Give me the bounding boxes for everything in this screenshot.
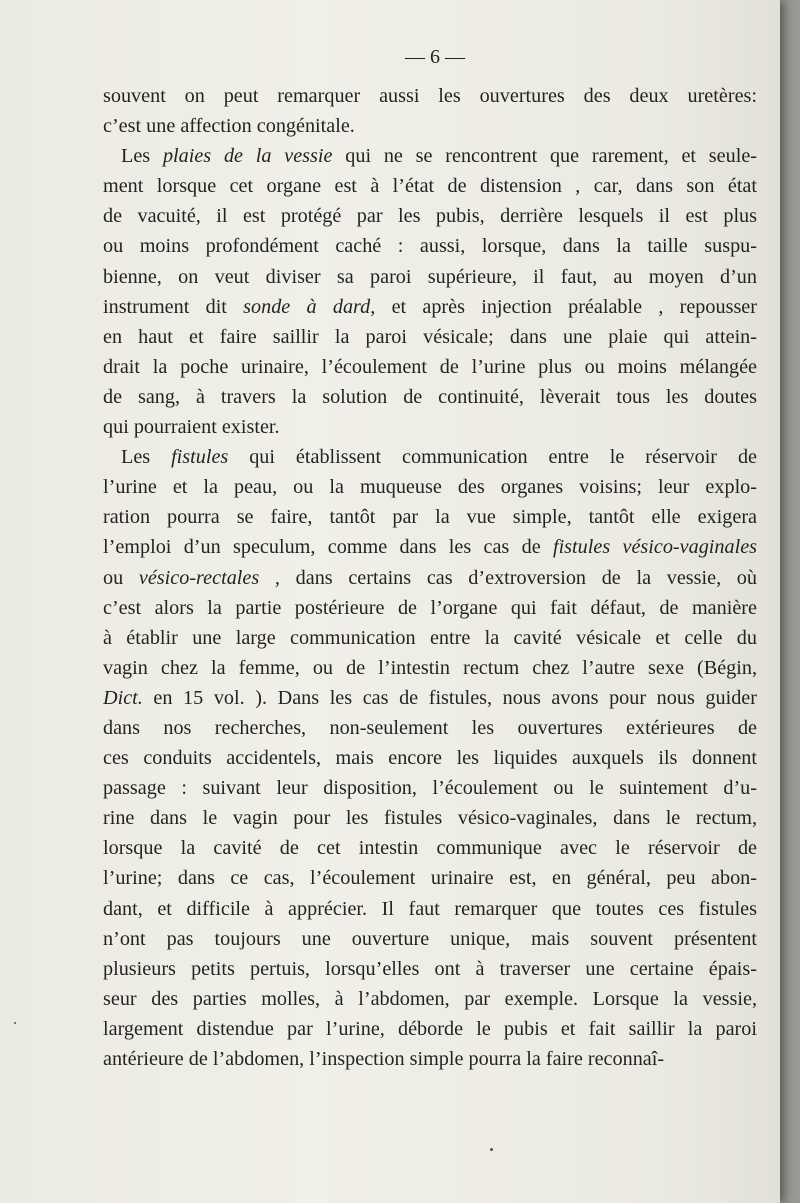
text-segment: antérieure de l’abdomen, l’inspection simple pourra la faire reconnaî- xyxy=(103,1048,665,1070)
text-segment: largement distendue par l’urine, déborde le pubis et fait saillir la paroi xyxy=(103,1017,757,1040)
text-line xyxy=(103,472,757,502)
text-line xyxy=(103,111,757,141)
text-line xyxy=(103,563,757,593)
text-segment: rine dans le vagin pour les fistules vésico-vaginales, dans le rectum, xyxy=(103,807,757,830)
text-line xyxy=(103,352,757,382)
text-line xyxy=(103,954,757,984)
text-line xyxy=(103,532,757,562)
text-segment: en 15 vol. ). Dans les cas de fistules, nous avons pour nous guider xyxy=(142,686,757,709)
text-line xyxy=(103,322,757,352)
page-number: — 6 — xyxy=(405,46,465,68)
text-segment: ou moins profondément caché : aussi, lorsque, dans la taille suspu- xyxy=(103,235,757,258)
text-line xyxy=(103,623,757,653)
text-segment: en haut et faire saillir la paroi vésicale; dans une plaie qui attein- xyxy=(103,325,757,348)
text-segment: vagin chez la femme, ou de l’intestin rectum chez l’autre sexe (Bégin, xyxy=(103,656,757,679)
text-segment: Les xyxy=(121,145,163,168)
text-segment: ces conduits accidentels, mais encore les liquides auxquels ils donnent xyxy=(103,747,757,770)
italic-text: vésico-rectales , xyxy=(138,566,280,589)
text-segment: passage : suivant leur disposition, l’écoulement ou le suintement d’u- xyxy=(103,777,757,800)
text-segment: n’ont pas toujours une ouverture unique, mais souvent présentent xyxy=(103,927,757,950)
text-segment: dans nos recherches, non-seulement les ouvertures extérieures de xyxy=(103,716,757,739)
text-line xyxy=(103,984,757,1014)
italic-text: plaies de la vessie xyxy=(162,145,333,168)
text-segment: de vacuité, il est protégé par les pubis, derrière lesquels il est plus xyxy=(103,205,757,228)
ink-speck xyxy=(14,1022,16,1024)
text-segment: l’urine; dans ce cas, l’écoulement urinaire est, en général, peu abon- xyxy=(103,867,757,890)
text-line xyxy=(103,81,757,111)
text-segment: souvent on peut remarquer aussi les ouvertures des deux uretères: xyxy=(103,85,757,107)
text-line xyxy=(103,262,757,292)
text-line xyxy=(103,201,757,231)
text-line xyxy=(103,1044,757,1074)
text-line xyxy=(103,924,757,954)
text-line xyxy=(103,231,757,261)
ink-speck xyxy=(490,1148,493,1151)
text-line xyxy=(103,683,757,713)
text-segment: dant, et difficile à apprécier. Il faut remarquer que toutes ces fistules xyxy=(103,897,757,920)
text-line xyxy=(103,1014,757,1044)
text-segment: de sang, à travers la solution de continuité, lèverait tous les doutes xyxy=(103,385,757,408)
text-line xyxy=(103,502,757,532)
text-segment: qui établissent communication entre le réservoir de xyxy=(228,446,757,469)
text-line xyxy=(103,653,757,683)
text-line xyxy=(103,292,757,322)
italic-text: Dict. xyxy=(103,686,143,709)
text-segment: ou xyxy=(103,566,139,589)
text-segment: c’est alors la partie postérieure de l’organe qui fait défaut, de manière xyxy=(103,596,757,619)
text-segment: dans certains cas d’extroversion de la vessie, où xyxy=(279,566,757,589)
text-line xyxy=(103,773,757,803)
text-line xyxy=(103,141,757,171)
text-segment: ment lorsque cet organe est à l’état de distension , car, dans son état xyxy=(103,175,757,198)
text-segment: qui ne se rencontrent que rarement, et seule- xyxy=(332,145,757,168)
text-line xyxy=(103,382,757,412)
text-segment: à établir une large communication entre la cavité vésicale et celle du xyxy=(103,626,757,649)
text-segment: plusieurs petits pertuis, lorsqu’elles ont à traverser une certaine épais- xyxy=(103,957,757,980)
text-line xyxy=(103,442,757,472)
text-line xyxy=(103,412,757,442)
text-line xyxy=(103,803,757,833)
text-line xyxy=(103,171,757,201)
text-segment: l’urine et la peau, ou la muqueuse des organes voisins; leur explo- xyxy=(103,476,757,499)
text-segment: Les xyxy=(121,446,172,469)
text-line xyxy=(103,894,757,924)
text-segment: qui pourraient exister. xyxy=(103,416,280,439)
italic-text: fistules xyxy=(171,446,229,469)
text-segment: seur des parties molles, à l’abdomen, par exemple. Lorsque la vessie, xyxy=(103,987,757,1010)
text-segment: instrument dit xyxy=(103,295,244,318)
text-segment: ration pourra se faire, tantôt par la vue simple, tantôt elle exigera xyxy=(103,506,757,529)
text-segment: lorsque la cavité de cet intestin communique avec le réservoir de xyxy=(103,837,757,860)
text-line xyxy=(103,713,757,743)
text-segment: c’est une affection congénitale. xyxy=(103,115,355,138)
text-line xyxy=(103,593,757,623)
italic-text: fistules vésico-vaginales xyxy=(552,536,757,559)
text-segment: l’emploi d’un speculum, comme dans les cas de xyxy=(103,536,553,559)
text-segment: bienne, on veut diviser sa paroi supérieure, il faut, au moyen d’un xyxy=(103,265,757,288)
text-segment: drait la poche urinaire, l’écoulement de l’urine plus ou moins mélangée xyxy=(103,355,757,378)
text-line xyxy=(103,863,757,893)
text-line xyxy=(103,833,757,863)
text-segment: et après injection préalable , repousser xyxy=(375,295,757,318)
text-line xyxy=(103,743,757,773)
italic-text: sonde à dard, xyxy=(243,295,376,318)
body-text xyxy=(103,81,757,1074)
